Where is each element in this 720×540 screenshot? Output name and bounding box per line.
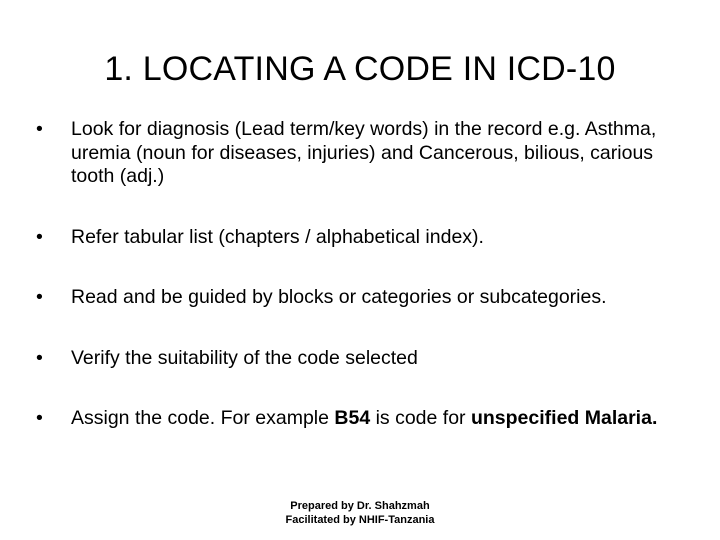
- bullet-item-blocks: [36, 286, 676, 310]
- bullet-item-verify: [36, 347, 676, 371]
- bullet-text-part: Assign the code. For example: [71, 407, 335, 429]
- bullet-text-part: is code for: [370, 407, 471, 429]
- code-example: B54: [334, 407, 371, 429]
- bullet-text: Read and be guided by blocks or categories or subcategories.: [71, 286, 607, 308]
- bullet-marker: •: [36, 118, 43, 140]
- footer-prepared-by: Prepared by Dr. Shahzmah: [290, 500, 430, 512]
- bullet-marker: •: [36, 225, 43, 248]
- diagnosis-example: unspecified Malaria.: [470, 407, 658, 429]
- footer-facilitated-by: Facilitated by NHIF-Tanzania: [285, 514, 435, 526]
- bullet-item-lookup: [36, 118, 676, 189]
- bullet-marker: •: [36, 286, 43, 308]
- bullet-item-assign: [36, 407, 676, 431]
- slide-title: 1. LOCATING A CODE IN ICD-10: [104, 50, 616, 88]
- bullet-item-tabular-list: [36, 226, 676, 250]
- bullet-marker: •: [36, 346, 43, 369]
- bullet-marker: •: [36, 407, 43, 429]
- bullet-text: [71, 407, 657, 429]
- footer-credits: [0, 499, 720, 527]
- bullet-text: Refer tabular list (chapters / alphabetical index).: [71, 225, 484, 248]
- bullet-list: [36, 118, 676, 468]
- bullet-text: Verify the suitability of the code selected: [71, 346, 418, 369]
- bullet-text: Look for diagnosis (Lead term/key words) in the record e.g. Asthma, uremia (noun for diseases, injuries) and Cancerous, bilious, carious tooth (adj.): [71, 118, 657, 187]
